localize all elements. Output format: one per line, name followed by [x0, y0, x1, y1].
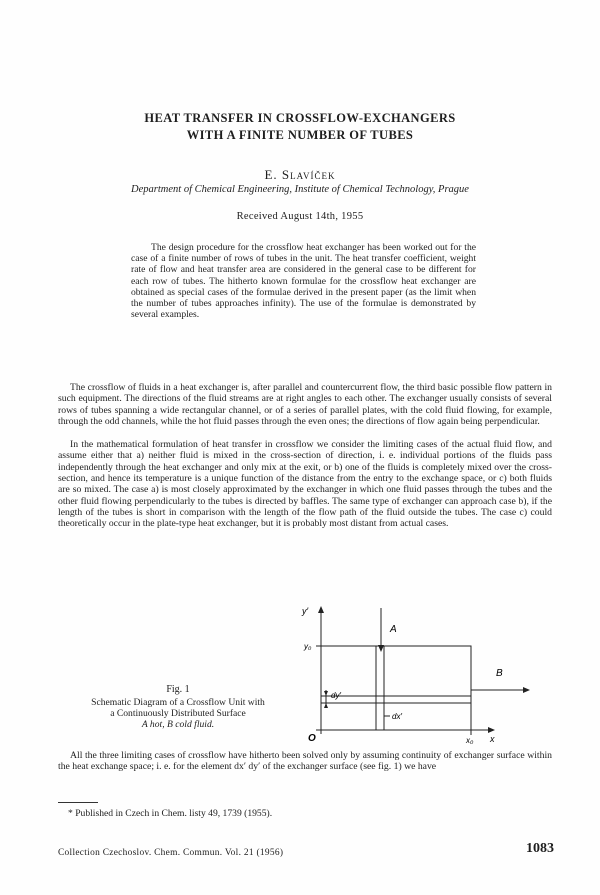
abstract: The design procedure for the crossflow heat exchanger has been worked out for the case of a finite number of rows of tubes in the unit. The heat transfer coefficient, weight rate of flow and heat transfer area are considered in the general case to be different for each row of tubes. The hitherto known formulae for the crossflow heat exchanger are obtained as special cases of the formulae derived in the present paper (as the limit when the number of tubes approaches infinity). The use of the formulae is demonstrated by several examples. [131, 242, 476, 321]
footnote-divider [58, 802, 98, 803]
figure-caption-line-2: a Continuously Distributed Surface [110, 708, 246, 719]
label-y0: y₀ [304, 642, 312, 651]
author-affiliation: Department of Chemical Engineering, Institute of Chemical Technology, Prague [131, 184, 469, 195]
y-axis-arrowhead [318, 606, 324, 613]
dy-arrowhead-top [324, 691, 328, 696]
label-dy: dy′ [331, 691, 341, 700]
cold-flow-arrowhead [523, 687, 530, 693]
figure-caption-line-3: A hot, B cold fluid. [141, 719, 215, 730]
footnote: * Published in Czech in Chem. listy 49, 1739 (1955). [68, 808, 273, 819]
label-cold-fluid-b: B [496, 668, 503, 679]
body-paragraph-3: All the three limiting cases of crossflow have hitherto been solved only by assuming continuity of exchanger surface within the heat exchange space; i. e. for the element dx′ dy′ of the exchanger surface (see fig. 1) we have [58, 750, 552, 773]
author-name: E. Slavíček [264, 167, 336, 182]
x-axis-arrowhead [488, 727, 495, 733]
received-date: Received August 14th, 1955 [236, 211, 364, 222]
body-paragraph-1: The crossflow of fluids in a heat exchanger is, after parallel and countercurrent flow, the third basic possible flow pattern in such equipment. The directions of the fluid streams are at right angles to each other. The exchanger usually consists of several rows of tubes spanning a wide rectangular channel, or of a series of parallel plates, with the cold fluid flowing, for example, through the odd channels, while the hot fluid passes through the even ones; the directions of flow again being perpendicular. [58, 382, 552, 428]
paper-title [0, 110, 600, 144]
label-y-axis: y′ [302, 606, 309, 616]
label-origin: O [308, 733, 316, 744]
journal-citation: Collection Czechoslov. Chem. Commun. Vol. 21 (1956) [58, 848, 284, 858]
figure-crossflow-diagram [286, 604, 531, 744]
label-dx: dx′ [392, 712, 402, 721]
body-paragraph-2: In the mathematical formulation of heat transfer in crossflow we consider the limiting cases of the actual fluid flow, and assume either that a) neither fluid is mixed in the cross-section of direction, i. e. individual portions of the fluids pass independently through the heat exchanger and only mix at the exit, or b) one of the fluids is completely mixed over the cross-section, and hence its temperature is a unique function of the distance from the entry to the exchange space, or c) both fluids are so mixed. The case a) is most closely approximated by the exchanger in which one fluid passes through the tubes and the other fluid flowing perpendicularly to the tubes is directed by baffles. The same type of exchanger can approach case b), if the length of the tubes is short in comparison with the length of the flow path of the fluid outside the tubes. The case c) could theoretically occur in the plate-type heat exchanger, but it is probably most distant from actual cases. [58, 439, 552, 530]
label-hot-fluid-a: A [390, 624, 397, 635]
hot-flow-arrowhead [378, 645, 384, 652]
page-number: 1083 [526, 841, 554, 856]
dy-arrowhead-bottom [324, 703, 328, 708]
figure-caption-line-1: Schematic Diagram of a Crossflow Unit with [91, 697, 265, 708]
label-x0: x₀ [466, 736, 474, 744]
title-line-1: HEAT TRANSFER IN CROSSFLOW-EXCHANGERS [144, 111, 456, 125]
crossflow-schematic [286, 604, 531, 744]
figure-caption [58, 684, 298, 730]
figure-number: Fig. 1 [166, 684, 190, 695]
title-line-2: WITH A FINITE NUMBER OF TUBES [186, 128, 414, 142]
label-x-axis: x [490, 734, 495, 744]
